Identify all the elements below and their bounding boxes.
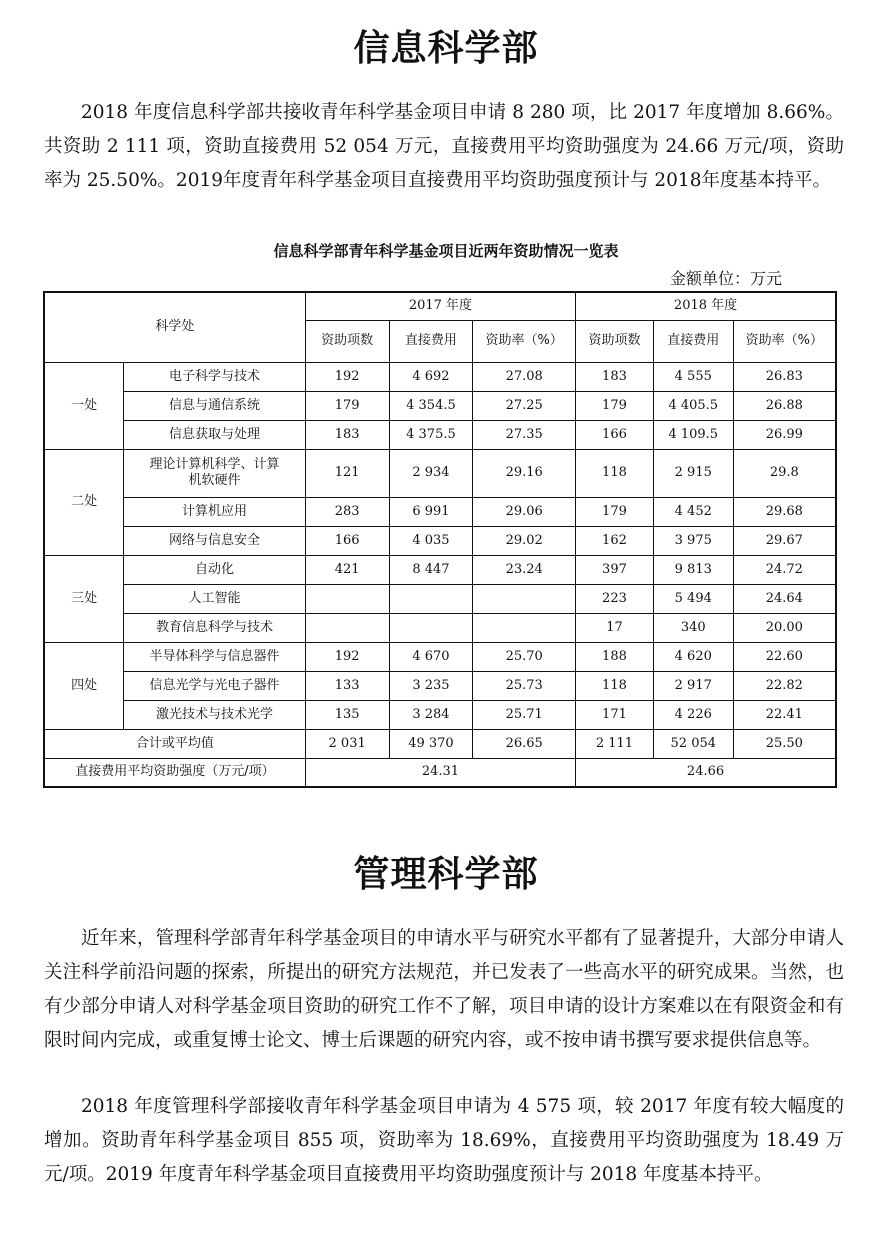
field-cell: 网络与信息安全 (124, 526, 306, 555)
count-2017-cell (305, 584, 389, 613)
table-row (44, 420, 836, 449)
section-title-information-science: 信息科学部 (353, 28, 539, 69)
direct-cost-2018-cell: 5 494 (653, 584, 733, 613)
intensity-label: 直接费用平均资助强度（万元/项） (44, 758, 305, 787)
rate-2018-cell: 20.00 (733, 613, 836, 642)
count-2017-cell: 421 (305, 555, 389, 584)
header-dept: 科学处 (44, 292, 305, 362)
count-2018-cell: 17 (576, 613, 654, 642)
table-row (44, 613, 836, 642)
header-rate: 资助率（%） (473, 320, 576, 362)
intensity-2017: 24.31 (305, 758, 575, 787)
total-rate-2017: 26.65 (473, 729, 576, 758)
table-row (44, 584, 836, 613)
table-row (44, 449, 836, 497)
rate-2018-cell: 29.8 (733, 449, 836, 497)
header-rate: 资助率（%） (733, 320, 836, 362)
table-row (44, 526, 836, 555)
count-2017-cell: 192 (305, 362, 389, 391)
office-cell: 二处 (44, 449, 124, 555)
rate-2017-cell: 29.16 (473, 449, 576, 497)
direct-cost-2018-cell: 4 109.5 (653, 420, 733, 449)
direct-cost-2017-cell: 6 991 (389, 497, 473, 526)
rate-2018-cell: 22.82 (733, 671, 836, 700)
rate-2018-cell: 26.88 (733, 391, 836, 420)
total-direct-cost-2017: 49 370 (389, 729, 473, 758)
count-2017-cell: 192 (305, 642, 389, 671)
rate-2017-cell: 23.24 (473, 555, 576, 584)
intensity-row (44, 758, 836, 787)
total-label: 合计或平均值 (44, 729, 305, 758)
funding-table (43, 291, 837, 788)
count-2017-cell: 135 (305, 700, 389, 729)
header-count: 资助项数 (305, 320, 389, 362)
count-2018-cell: 118 (576, 671, 654, 700)
field-cell: 信息获取与处理 (124, 420, 306, 449)
header-direct-cost: 直接费用 (389, 320, 473, 362)
count-2018-cell: 397 (576, 555, 654, 584)
rate-2017-cell: 27.25 (473, 391, 576, 420)
total-count-2018: 2 111 (576, 729, 654, 758)
direct-cost-2018-cell: 4 452 (653, 497, 733, 526)
table-row (44, 497, 836, 526)
office-cell: 三处 (44, 555, 124, 642)
rate-2018-cell: 26.83 (733, 362, 836, 391)
field-cell: 电子科学与技术 (124, 362, 306, 391)
direct-cost-2017-cell (389, 584, 473, 613)
rate-2017-cell (473, 584, 576, 613)
count-2018-cell: 179 (576, 391, 654, 420)
table-row (44, 642, 836, 671)
direct-cost-2018-cell: 4 555 (653, 362, 733, 391)
count-2018-cell: 223 (576, 584, 654, 613)
header-count: 资助项数 (576, 320, 654, 362)
direct-cost-2018-cell: 9 813 (653, 555, 733, 584)
field-cell: 人工智能 (124, 584, 306, 613)
rate-2018-cell: 29.67 (733, 526, 836, 555)
header-direct-cost: 直接费用 (653, 320, 733, 362)
section-title-management-science: 管理科学部 (353, 854, 539, 895)
direct-cost-2017-cell: 4 375.5 (389, 420, 473, 449)
table-row (44, 555, 836, 584)
direct-cost-2018-cell: 2 917 (653, 671, 733, 700)
count-2017-cell: 183 (305, 420, 389, 449)
count-2017-cell: 166 (305, 526, 389, 555)
count-2018-cell: 179 (576, 497, 654, 526)
direct-cost-2017-cell: 3 284 (389, 700, 473, 729)
rate-2018-cell: 22.60 (733, 642, 836, 671)
total-row (44, 729, 836, 758)
count-2017-cell: 121 (305, 449, 389, 497)
direct-cost-2017-cell: 8 447 (389, 555, 473, 584)
rate-2018-cell: 22.41 (733, 700, 836, 729)
direct-cost-2018-cell: 2 915 (653, 449, 733, 497)
header-year-2017: 2017 年度 (305, 292, 575, 320)
rate-2017-cell: 25.71 (473, 700, 576, 729)
table-row (44, 391, 836, 420)
direct-cost-2018-cell: 4 226 (653, 700, 733, 729)
count-2018-cell: 162 (576, 526, 654, 555)
rate-2017-cell: 25.70 (473, 642, 576, 671)
rate-2017-cell: 29.06 (473, 497, 576, 526)
rate-2018-cell: 29.68 (733, 497, 836, 526)
field-cell: 信息与通信系统 (124, 391, 306, 420)
direct-cost-2017-cell: 4 692 (389, 362, 473, 391)
direct-cost-2017-cell: 3 235 (389, 671, 473, 700)
count-2017-cell: 179 (305, 391, 389, 420)
header-year-2018: 2018 年度 (576, 292, 836, 320)
section-paragraph: 2018 年度管理科学部接收青年科学基金项目申请为 4 575 项，较 2017 年度有较大幅度的增加。资助青年科学基金项目 855 项，资助率为 18.69%，直接费用平均资助强度为 18.49 万元/项。2019 年度青年科学基金项目直接费用平均资助强度预计与 2018 年度基本持平。 (44, 1096, 844, 1185)
table-row (44, 362, 836, 391)
direct-cost-2018-cell: 4 620 (653, 642, 733, 671)
section-paragraph: 近年来，管理科学部青年科学基金项目的申请水平与研究水平都有了显著提升，大部分申请人关注科学前沿问题的探索，所提出的研究方法规范，并已发表了一些高水平的研究成果。当然，也有少部分申请人对科学基金项目资助的研究工作不了解，项目申请的设计方案难以在有限资金和有限时间内完成，或重复博士论文、博士后课题的研究内容，或不按申请书撰写要求提供信息等。 (44, 928, 844, 1051)
office-cell: 四处 (44, 642, 124, 729)
count-2018-cell: 166 (576, 420, 654, 449)
field-cell: 理论计算机科学、计算机软硬件 (124, 449, 306, 497)
direct-cost-2017-cell: 2 934 (389, 449, 473, 497)
total-direct-cost-2018: 52 054 (653, 729, 733, 758)
field-cell: 激光技术与技术光学 (124, 700, 306, 729)
field-cell: 信息光学与光电子器件 (124, 671, 306, 700)
count-2018-cell: 171 (576, 700, 654, 729)
total-rate-2018: 25.50 (733, 729, 836, 758)
direct-cost-2018-cell: 340 (653, 613, 733, 642)
field-cell: 自动化 (124, 555, 306, 584)
rate-2017-cell: 29.02 (473, 526, 576, 555)
count-2018-cell: 188 (576, 642, 654, 671)
direct-cost-2018-cell: 4 405.5 (653, 391, 733, 420)
office-cell: 一处 (44, 362, 124, 449)
count-2017-cell (305, 613, 389, 642)
rate-2018-cell: 24.64 (733, 584, 836, 613)
direct-cost-2017-cell: 4 354.5 (389, 391, 473, 420)
count-2017-cell: 133 (305, 671, 389, 700)
field-cell: 半导体科学与信息器件 (124, 642, 306, 671)
field-cell: 计算机应用 (124, 497, 306, 526)
direct-cost-2018-cell: 3 975 (653, 526, 733, 555)
table-row (44, 671, 836, 700)
rate-2017-cell: 25.73 (473, 671, 576, 700)
section-paragraph: 2018 年度信息科学部共接收青年科学基金项目申请 8 280 项，比 2017 年度增加 8.66%。共资助 2 111 项，资助直接费用 52 054 万元，直接费用平均资助强度为 24.66 万元/项，资助率为 25.50%。2019年度青年科学基金项目直接费用平均资助强度预计与 2018年度基本持平。 (44, 102, 844, 191)
rate-2017-cell (473, 613, 576, 642)
intensity-2018: 24.66 (576, 758, 836, 787)
rate-2017-cell: 27.35 (473, 420, 576, 449)
direct-cost-2017-cell (389, 613, 473, 642)
amount-unit-label: 金额单位：万元 (670, 269, 783, 288)
field-cell: 教育信息科学与技术 (124, 613, 306, 642)
count-2018-cell: 183 (576, 362, 654, 391)
count-2017-cell: 283 (305, 497, 389, 526)
rate-2018-cell: 26.99 (733, 420, 836, 449)
total-count-2017: 2 031 (305, 729, 389, 758)
table-row (44, 700, 836, 729)
table-caption: 信息科学部青年科学基金项目近两年资助情况一览表 (273, 242, 619, 260)
rate-2018-cell: 24.72 (733, 555, 836, 584)
count-2018-cell: 118 (576, 449, 654, 497)
direct-cost-2017-cell: 4 035 (389, 526, 473, 555)
rate-2017-cell: 27.08 (473, 362, 576, 391)
direct-cost-2017-cell: 4 670 (389, 642, 473, 671)
